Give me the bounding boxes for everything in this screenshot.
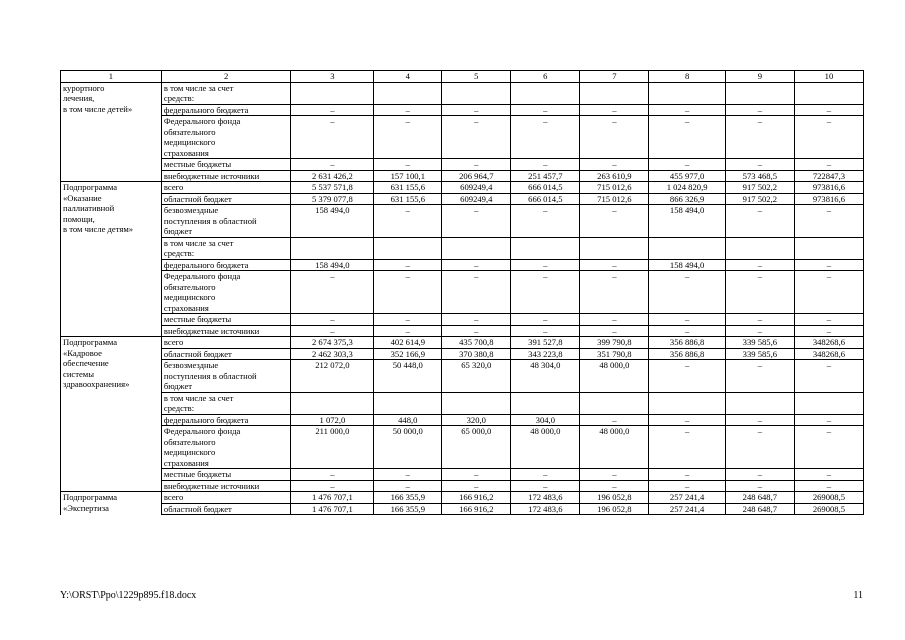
amount-cell: 399 790,8: [580, 337, 649, 349]
page-number: 11: [853, 590, 863, 601]
amount-cell: 973816,6: [794, 193, 863, 205]
amount-cell: 455 977,0: [649, 170, 725, 182]
amount-cell: –: [580, 159, 649, 171]
amount-cell: 370 380,8: [442, 348, 511, 360]
amount-cell: [794, 82, 863, 104]
amount-cell: 5 537 571,8: [291, 182, 374, 194]
amount-cell: –: [725, 480, 794, 492]
funding-source-cell: в том числе за счет средств:: [161, 237, 291, 259]
amount-cell: 866 326,9: [649, 193, 725, 205]
amount-cell: [511, 237, 580, 259]
amount-cell: –: [725, 469, 794, 481]
amount-cell: 348268,6: [794, 337, 863, 349]
amount-cell: –: [649, 159, 725, 171]
amount-cell: –: [442, 325, 511, 337]
amount-cell: [511, 82, 580, 104]
amount-cell: 166 916,2: [442, 492, 511, 504]
amount-cell: –: [794, 469, 863, 481]
amount-cell: 402 614,9: [374, 337, 442, 349]
funding-source-cell: всего: [161, 492, 291, 504]
amount-cell: –: [794, 116, 863, 159]
amount-cell: 211 000,0: [291, 426, 374, 469]
amount-cell: –: [580, 259, 649, 271]
funding-source-cell: Федерального фонда обязательного медицинского страхования: [161, 426, 291, 469]
amount-cell: –: [374, 159, 442, 171]
amount-cell: [442, 82, 511, 104]
funding-source-cell: местные бюджеты: [161, 314, 291, 326]
amount-cell: [649, 237, 725, 259]
amount-cell: –: [291, 469, 374, 481]
amount-cell: 172 483,6: [511, 503, 580, 515]
amount-cell: 631 155,6: [374, 182, 442, 194]
col-header: 8: [649, 71, 725, 83]
amount-cell: 573 468,5: [725, 170, 794, 182]
amount-cell: 166 355,9: [374, 503, 442, 515]
funding-source-cell: Федерального фонда обязательного медицинского страхования: [161, 116, 291, 159]
amount-cell: 352 166,9: [374, 348, 442, 360]
funding-source-cell: внебюджетные источники: [161, 170, 291, 182]
amount-cell: –: [725, 104, 794, 116]
amount-cell: –: [291, 314, 374, 326]
table-row: [61, 469, 864, 481]
amount-cell: –: [580, 104, 649, 116]
table-row: [61, 104, 864, 116]
amount-cell: 157 100,1: [374, 170, 442, 182]
amount-cell: 448,0: [374, 414, 442, 426]
amount-cell: –: [374, 104, 442, 116]
amount-cell: 257 241,4: [649, 503, 725, 515]
amount-cell: –: [794, 325, 863, 337]
table-row: [61, 360, 864, 393]
budget-table: [60, 70, 864, 515]
amount-cell: 304,0: [511, 414, 580, 426]
amount-cell: 196 052,8: [580, 492, 649, 504]
amount-cell: –: [580, 116, 649, 159]
amount-cell: –: [374, 469, 442, 481]
column-number-row: [61, 71, 864, 83]
amount-cell: –: [374, 314, 442, 326]
amount-cell: 715 012,6: [580, 182, 649, 194]
table-row: [61, 492, 864, 504]
amount-cell: –: [291, 271, 374, 314]
amount-cell: [374, 392, 442, 414]
amount-cell: –: [291, 116, 374, 159]
amount-cell: –: [794, 360, 863, 393]
amount-cell: [291, 82, 374, 104]
amount-cell: 1 476 707,1: [291, 503, 374, 515]
amount-cell: –: [649, 325, 725, 337]
amount-cell: –: [442, 259, 511, 271]
amount-cell: 391 527,8: [511, 337, 580, 349]
table-row: [61, 337, 864, 349]
amount-cell: –: [511, 469, 580, 481]
amount-cell: –: [725, 205, 794, 238]
amount-cell: [725, 82, 794, 104]
amount-cell: –: [794, 104, 863, 116]
amount-cell: –: [374, 259, 442, 271]
col-header: 1: [61, 71, 162, 83]
amount-cell: 1 476 707,1: [291, 492, 374, 504]
amount-cell: –: [291, 325, 374, 337]
amount-cell: 48 000,0: [511, 426, 580, 469]
amount-cell: –: [442, 469, 511, 481]
table-row: [61, 503, 864, 515]
amount-cell: 251 457,7: [511, 170, 580, 182]
amount-cell: –: [725, 360, 794, 393]
amount-cell: –: [442, 205, 511, 238]
amount-cell: 206 964,7: [442, 170, 511, 182]
funding-source-cell: Федерального фонда обязательного медицинского страхования: [161, 271, 291, 314]
amount-cell: 212 072,0: [291, 360, 374, 393]
amount-cell: –: [580, 271, 649, 314]
amount-cell: –: [794, 205, 863, 238]
amount-cell: 158 494,0: [291, 205, 374, 238]
table-row: [61, 271, 864, 314]
table-row: [61, 237, 864, 259]
amount-cell: –: [442, 480, 511, 492]
table-row: [61, 170, 864, 182]
amount-cell: –: [580, 325, 649, 337]
amount-cell: –: [580, 314, 649, 326]
amount-cell: [442, 237, 511, 259]
file-path: Y:\ORST\Ppo\1229p895.f18.docx: [60, 590, 197, 601]
amount-cell: –: [511, 116, 580, 159]
table-row: [61, 480, 864, 492]
amount-cell: 715 012,6: [580, 193, 649, 205]
amount-cell: –: [291, 480, 374, 492]
amount-cell: [291, 237, 374, 259]
table-row: [61, 182, 864, 194]
table-body: [61, 82, 864, 515]
amount-cell: 351 790,8: [580, 348, 649, 360]
amount-cell: [649, 392, 725, 414]
amount-cell: 320,0: [442, 414, 511, 426]
amount-cell: [580, 82, 649, 104]
amount-cell: 973816,6: [794, 182, 863, 194]
amount-cell: 609249,4: [442, 182, 511, 194]
table-row: [61, 116, 864, 159]
amount-cell: 348268,6: [794, 348, 863, 360]
amount-cell: 166 355,9: [374, 492, 442, 504]
amount-cell: –: [511, 271, 580, 314]
amount-cell: 917 502,2: [725, 193, 794, 205]
amount-cell: –: [291, 104, 374, 116]
amount-cell: 722847,3: [794, 170, 863, 182]
amount-cell: –: [794, 480, 863, 492]
amount-cell: –: [794, 426, 863, 469]
amount-cell: 196 052,8: [580, 503, 649, 515]
amount-cell: 666 014,5: [511, 182, 580, 194]
col-header: 7: [580, 71, 649, 83]
amount-cell: 269008,5: [794, 492, 863, 504]
amount-cell: 2 462 303,3: [291, 348, 374, 360]
col-header: 9: [725, 71, 794, 83]
amount-cell: –: [374, 480, 442, 492]
amount-cell: [794, 392, 863, 414]
col-header: 6: [511, 71, 580, 83]
amount-cell: 609249,4: [442, 193, 511, 205]
funding-source-cell: внебюджетные источники: [161, 480, 291, 492]
amount-cell: –: [725, 116, 794, 159]
amount-cell: 1 024 820,9: [649, 182, 725, 194]
amount-cell: –: [580, 205, 649, 238]
amount-cell: –: [442, 116, 511, 159]
amount-cell: –: [291, 159, 374, 171]
amount-cell: –: [649, 360, 725, 393]
amount-cell: 631 155,6: [374, 193, 442, 205]
amount-cell: 666 014,5: [511, 193, 580, 205]
amount-cell: –: [794, 159, 863, 171]
amount-cell: –: [649, 480, 725, 492]
funding-source-cell: внебюджетные источники: [161, 325, 291, 337]
amount-cell: 65 320,0: [442, 360, 511, 393]
table-row: [61, 82, 864, 104]
amount-cell: –: [511, 159, 580, 171]
funding-source-cell: областной бюджет: [161, 348, 291, 360]
amount-cell: 248 648,7: [725, 503, 794, 515]
funding-source-cell: федерального бюджета: [161, 259, 291, 271]
amount-cell: –: [511, 480, 580, 492]
table-row: [61, 205, 864, 238]
amount-cell: [374, 82, 442, 104]
funding-source-cell: областной бюджет: [161, 503, 291, 515]
funding-source-cell: местные бюджеты: [161, 469, 291, 481]
amount-cell: 50 448,0: [374, 360, 442, 393]
amount-cell: [442, 392, 511, 414]
amount-cell: 50 000,0: [374, 426, 442, 469]
amount-cell: 65 000,0: [442, 426, 511, 469]
col-header: 10: [794, 71, 863, 83]
col-header: 5: [442, 71, 511, 83]
amount-cell: 158 494,0: [291, 259, 374, 271]
amount-cell: 48 000,0: [580, 360, 649, 393]
program-name-cell: Подпрограмма «Оказание паллиативной помощи, в том числе детям»: [61, 182, 162, 337]
table-row: [61, 426, 864, 469]
amount-cell: –: [649, 271, 725, 314]
amount-cell: –: [794, 414, 863, 426]
amount-cell: –: [374, 116, 442, 159]
amount-cell: –: [725, 414, 794, 426]
table-row: [61, 314, 864, 326]
funding-source-cell: всего: [161, 337, 291, 349]
amount-cell: –: [580, 469, 649, 481]
funding-source-cell: федерального бюджета: [161, 414, 291, 426]
amount-cell: –: [649, 104, 725, 116]
amount-cell: –: [374, 325, 442, 337]
amount-cell: –: [580, 414, 649, 426]
amount-cell: –: [374, 271, 442, 314]
funding-source-cell: в том числе за счет средств:: [161, 82, 291, 104]
program-name-cell: Подпрограмма «Кадровое обеспечение системы здравоохранения»: [61, 337, 162, 492]
amount-cell: –: [725, 159, 794, 171]
amount-cell: –: [511, 314, 580, 326]
col-header: 3: [291, 71, 374, 83]
amount-cell: [794, 237, 863, 259]
amount-cell: –: [725, 325, 794, 337]
amount-cell: –: [442, 314, 511, 326]
table-row: [61, 392, 864, 414]
amount-cell: –: [794, 259, 863, 271]
table-row: [61, 414, 864, 426]
amount-cell: 5 379 077,8: [291, 193, 374, 205]
amount-cell: –: [374, 205, 442, 238]
col-header: 2: [161, 71, 291, 83]
amount-cell: –: [725, 426, 794, 469]
amount-cell: [580, 392, 649, 414]
amount-cell: [374, 237, 442, 259]
amount-cell: 257 241,4: [649, 492, 725, 504]
funding-source-cell: безвозмездные поступления в областной бюджет: [161, 360, 291, 393]
table-row: [61, 193, 864, 205]
amount-cell: –: [794, 314, 863, 326]
amount-cell: [725, 392, 794, 414]
amount-cell: 263 610,9: [580, 170, 649, 182]
amount-cell: –: [442, 159, 511, 171]
col-header: 4: [374, 71, 442, 83]
funding-source-cell: всего: [161, 182, 291, 194]
amount-cell: [649, 82, 725, 104]
amount-cell: 48 304,0: [511, 360, 580, 393]
amount-cell: 158 494,0: [649, 205, 725, 238]
amount-cell: –: [649, 414, 725, 426]
amount-cell: [511, 392, 580, 414]
amount-cell: –: [649, 426, 725, 469]
amount-cell: –: [794, 271, 863, 314]
amount-cell: 248 648,7: [725, 492, 794, 504]
amount-cell: –: [580, 480, 649, 492]
table-row: [61, 159, 864, 171]
amount-cell: 2 674 375,3: [291, 337, 374, 349]
amount-cell: –: [511, 259, 580, 271]
amount-cell: 48 000,0: [580, 426, 649, 469]
funding-source-cell: безвозмездные поступления в областной бюджет: [161, 205, 291, 238]
amount-cell: 2 631 426,2: [291, 170, 374, 182]
amount-cell: –: [649, 116, 725, 159]
amount-cell: –: [442, 104, 511, 116]
table-row: [61, 348, 864, 360]
funding-source-cell: в том числе за счет средств:: [161, 392, 291, 414]
amount-cell: –: [649, 469, 725, 481]
amount-cell: 917 502,2: [725, 182, 794, 194]
amount-cell: –: [511, 104, 580, 116]
amount-cell: 158 494,0: [649, 259, 725, 271]
amount-cell: 172 483,6: [511, 492, 580, 504]
amount-cell: 435 700,8: [442, 337, 511, 349]
program-name-cell: курортного лечения, в том числе детей»: [61, 82, 162, 182]
amount-cell: 356 886,8: [649, 348, 725, 360]
amount-cell: [725, 237, 794, 259]
funding-source-cell: федерального бюджета: [161, 104, 291, 116]
amount-cell: –: [511, 205, 580, 238]
table-row: [61, 325, 864, 337]
amount-cell: [291, 392, 374, 414]
amount-cell: 1 072,0: [291, 414, 374, 426]
amount-cell: 269008,5: [794, 503, 863, 515]
program-name-cell: Подпрограмма «Экспертиза: [61, 492, 162, 515]
amount-cell: –: [725, 271, 794, 314]
funding-source-cell: областной бюджет: [161, 193, 291, 205]
amount-cell: 356 886,8: [649, 337, 725, 349]
amount-cell: 339 585,6: [725, 348, 794, 360]
funding-source-cell: местные бюджеты: [161, 159, 291, 171]
amount-cell: –: [649, 314, 725, 326]
amount-cell: –: [725, 259, 794, 271]
amount-cell: 339 585,6: [725, 337, 794, 349]
amount-cell: [580, 237, 649, 259]
amount-cell: –: [511, 325, 580, 337]
amount-cell: –: [442, 271, 511, 314]
amount-cell: –: [725, 314, 794, 326]
table-row: [61, 259, 864, 271]
amount-cell: 166 916,2: [442, 503, 511, 515]
amount-cell: 343 223,8: [511, 348, 580, 360]
